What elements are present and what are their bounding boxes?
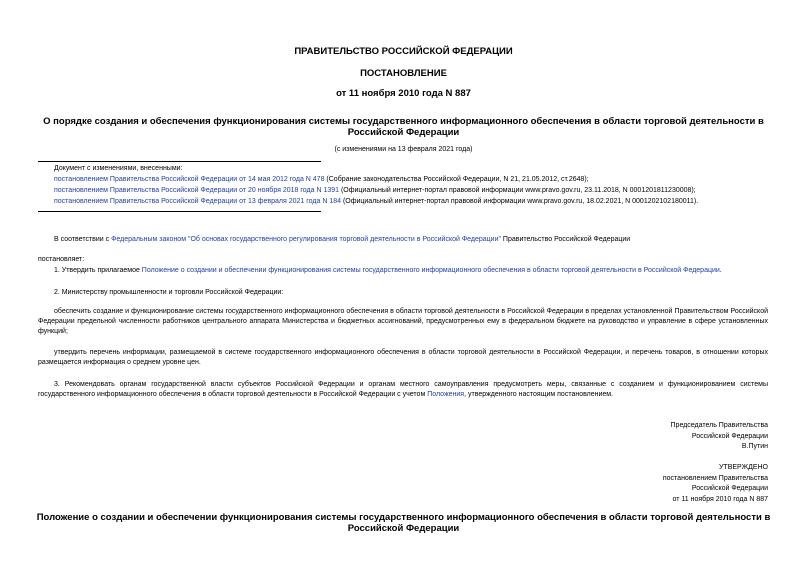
- amendments-bottom-rule: [38, 211, 321, 212]
- signature-block: [671, 421, 768, 453]
- signature-name: В.Путин: [741, 443, 768, 450]
- approval-date: от 11 ноября 2010 года N 887: [672, 495, 768, 503]
- preamble: [54, 235, 630, 245]
- amendment-link[interactable]: постановлением Правительства Российской Федерации от 13 февраля 2021 года N 184: [54, 198, 341, 205]
- amendment-item: [54, 197, 698, 207]
- annex-title-line1: Положение о создании и обеспечении функционирования системы государственного информационного обеспечения в области торговой деятельности в: [36, 512, 771, 523]
- clause-2: 2. Министерству промышленности и торговли Российской Федерации:: [54, 289, 284, 296]
- signature-position: Председатель Правительства: [670, 422, 768, 429]
- preamble-text: В соответствии с: [54, 236, 112, 243]
- document-title-line1: О порядке создания и обеспечения функционирования системы государственного информационного обеспечения в области торговой деятельности в: [43, 116, 764, 127]
- government-heading: ПРАВИТЕЛЬСТВО РОССИЙСКОЙ ФЕДЕРАЦИИ: [294, 46, 513, 57]
- amendment-source: (Официальный интернет-портал правовой информации www.pravo.gov.ru, 23.11.2018, N 0001201811230008);: [339, 187, 696, 194]
- clause-text: .: [719, 267, 722, 274]
- clause-2a: обеспечить создание и функционирование системы государственного информационного обеспечения в области торговой деятельности в Российской Федерации в пределах установленной Правительством Российской Федерации предельной численности работников центрального аппарата Министерства и бюджетных ассигнований, предусмотренных ему в федеральном бюджете на руководство и управление в сфере установленных функций;: [38, 308, 768, 335]
- amendment-source: (Официальный интернет-портал правовой информации www.pravo.gov.ru, 18.02.2021, N 0001202102180011).: [341, 198, 699, 205]
- annex-title-line2: Российской Федерации: [347, 523, 460, 534]
- amendments-heading: Документ с изменениями, внесенными:: [54, 165, 183, 172]
- amendments-top-rule: [38, 161, 321, 162]
- document-date-number: от 11 ноября 2010 года N 887: [336, 88, 471, 99]
- clause-1: [54, 266, 722, 276]
- amendment-item: [54, 186, 696, 196]
- clause-text: 3. Рекомендовать органам государственной власти субъектов Российской Федерации и органам местного самоуправления предусмотреть меры, связанные с созданием и функционированием системы государственного информационного обеспечения в области торговой деятельности в Российской Федерации с учетом: [38, 381, 768, 398]
- clause-text: , утвержденного настоящим постановлением.: [464, 391, 614, 398]
- document-title-line2: Российской Федерации: [347, 127, 460, 138]
- regulation-reference-link[interactable]: Положения: [427, 391, 465, 398]
- preamble-text: Правительство Российской Федерации: [500, 236, 631, 243]
- clause-2b: утвердить перечень информации, размещаемой в системе государственного информационного обеспечения в области торговой деятельности в Российской Федерации, и перечень товаров, в отношении которых размещается информация о среднем уровне цен.: [38, 349, 768, 366]
- signature-country: Российской Федерации: [691, 432, 768, 440]
- amendment-item: [54, 175, 589, 185]
- revision-note: (с изменениями на 13 февраля 2021 года): [334, 146, 473, 153]
- regulation-link[interactable]: Положение о создании и обеспечении функционирования системы государственного информационного обеспечения в области торговой деятельности в Российской Федерации: [141, 267, 720, 274]
- approval-line: Российской Федерации: [691, 485, 768, 492]
- clause-3: [38, 380, 768, 400]
- decrees-word: постановляет:: [38, 256, 85, 263]
- clause-text: 1. Утвердить прилагаемое: [54, 267, 142, 274]
- approval-line: постановлением Правительства: [662, 474, 768, 482]
- amendment-link[interactable]: постановлением Правительства Российской Федерации от 14 мая 2012 года N 478: [54, 176, 325, 183]
- amendment-source: (Собрание законодательства Российской Федерации, N 21, 21.05.2012, ст.2648);: [324, 176, 589, 183]
- document-type: ПОСТАНОВЛЕНИЕ: [360, 68, 447, 79]
- approval-stamp: УТВЕРЖДЕНО: [718, 464, 768, 471]
- amendment-link[interactable]: постановлением Правительства Российской Федерации от 20 ноября 2018 года N 1391: [54, 187, 340, 194]
- approval-block: [663, 463, 768, 505]
- federal-law-link[interactable]: Федеральным законом "Об основах государственного регулирования торговой деятельности в Российской Федерации": [111, 236, 501, 243]
